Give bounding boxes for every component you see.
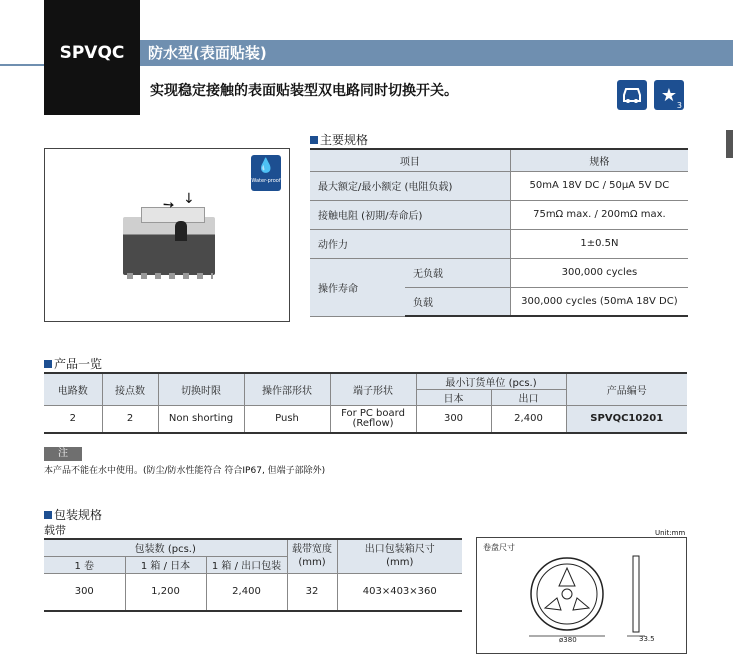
cell-moq-export: 2,400 xyxy=(491,406,566,433)
spec-head-value: 规格 xyxy=(510,149,688,171)
col-actuator: 操作部形状 xyxy=(244,373,330,406)
product-photo xyxy=(44,148,290,322)
table-row xyxy=(310,258,688,287)
col-moq-export: 出口 xyxy=(491,390,566,406)
packaging-section-title: 包装规格 xyxy=(44,506,102,523)
spec-head-item: 项目 xyxy=(310,149,510,171)
title-rule xyxy=(0,64,44,66)
products-section-title: 产品一览 xyxy=(44,355,102,372)
switch-body xyxy=(123,217,215,275)
col-contacts: 接点数 xyxy=(102,373,158,406)
page-subtitle: 实现稳定接触的表面贴装型双电路同时切换开关。 xyxy=(150,83,458,99)
col-box-size xyxy=(337,539,462,573)
arrow-down-icon: ↓ xyxy=(183,191,195,207)
packaging-subsection: 载带 xyxy=(44,524,66,537)
car-icon xyxy=(617,80,647,110)
col-box-jp: 1 箱 / 日本 xyxy=(125,556,206,573)
col-tape-width-line1: 载带宽度 xyxy=(292,544,332,556)
cell-box-size: 403×403×360 xyxy=(337,573,462,611)
note-text: 本产品不能在水中使用。(防尘/防水性能符合 符合IP67, 但端子部除外) xyxy=(44,466,326,476)
spec-label: 接触电阻 (初期/寿命后) xyxy=(310,200,510,229)
water-drop-icon: 💧 xyxy=(257,158,275,174)
table-row xyxy=(44,406,687,433)
cell-terminal xyxy=(330,406,416,433)
spec-label: 动作力 xyxy=(310,229,510,258)
model-code: SPVQC xyxy=(59,43,125,63)
table-row xyxy=(310,200,688,229)
page-title: 防水型(表面贴装) xyxy=(140,40,733,66)
note-tag: 注 xyxy=(44,447,82,461)
waterproof-icon xyxy=(251,155,281,191)
cell-timing: Non shorting xyxy=(158,406,244,433)
waterproof-label: Water-proof xyxy=(251,178,281,184)
spec-value: 300,000 cycles (50mA 18V DC) xyxy=(510,287,688,316)
table-row xyxy=(310,229,688,258)
col-qty: 包装数 (pcs.) xyxy=(44,539,287,556)
cell-box-export: 2,400 xyxy=(206,573,287,611)
star-icon: ★ 3 xyxy=(654,80,684,110)
col-box-size-line1: 出口包装箱尺寸 xyxy=(364,544,435,556)
switch-plunger xyxy=(175,221,187,241)
table-row xyxy=(310,171,688,200)
product-table xyxy=(44,372,687,434)
cell-part-no: SPVQC10201 xyxy=(566,406,687,433)
col-tape-width xyxy=(287,539,337,573)
spec-label: 操作寿命 xyxy=(310,258,405,316)
arrow-down-icon: ➘ xyxy=(159,195,179,215)
col-box-size-line2: (mm) xyxy=(386,557,414,569)
cell-contacts: 2 xyxy=(102,406,158,433)
cell-moq-jp: 300 xyxy=(416,406,491,433)
col-circuits: 电路数 xyxy=(44,373,102,406)
reel-diameter: ø380 xyxy=(559,636,577,644)
spec-value: 1±0.5N xyxy=(510,229,688,258)
cell-terminal-line2: (Reflow) xyxy=(352,417,394,429)
spec-table xyxy=(310,148,688,317)
cell-box-jp: 1,200 xyxy=(125,573,206,611)
spec-sub-label: 负载 xyxy=(405,287,510,316)
cell-reel: 300 xyxy=(44,573,125,611)
cell-tape-width: 32 xyxy=(287,573,337,611)
side-tab-marker xyxy=(726,130,733,158)
col-tape-width-line2: (mm) xyxy=(298,557,326,569)
table-row xyxy=(44,573,462,611)
col-terminal: 端子形状 xyxy=(330,373,416,406)
reel-title: 卷盘尺寸 xyxy=(483,543,515,552)
unit-label: Unit:mm xyxy=(655,529,686,537)
packaging-table xyxy=(44,538,462,612)
col-timing: 切换时限 xyxy=(158,373,244,406)
cell-circuits: 2 xyxy=(44,406,102,433)
spec-section-title: 主要规格 xyxy=(310,131,368,148)
cell-terminal-line1: For PC board xyxy=(341,407,405,419)
reel-width: 33.5 xyxy=(639,635,655,643)
reel-drawing xyxy=(477,538,688,655)
col-moq: 最小订货单位 (pcs.) xyxy=(416,373,566,390)
col-box-export: 1 箱 / 出口包装 xyxy=(206,556,287,573)
col-reel: 1 卷 xyxy=(44,556,125,573)
star-badge-number: 3 xyxy=(676,101,682,110)
col-part-no: 产品编号 xyxy=(566,373,687,406)
reel-diagram xyxy=(476,537,687,654)
switch-terminals xyxy=(127,273,213,279)
spec-value: 75mΩ max. / 200mΩ max. xyxy=(510,200,688,229)
spec-sub-label: 无负载 xyxy=(405,258,510,287)
spec-value: 50mA 18V DC / 50μA 5V DC xyxy=(510,171,688,200)
cell-actuator: Push xyxy=(244,406,330,433)
spec-label: 最大额定/最小额定 (电阻负载) xyxy=(310,171,510,200)
col-moq-jp: 日本 xyxy=(416,390,491,406)
spec-value: 300,000 cycles xyxy=(510,258,688,287)
